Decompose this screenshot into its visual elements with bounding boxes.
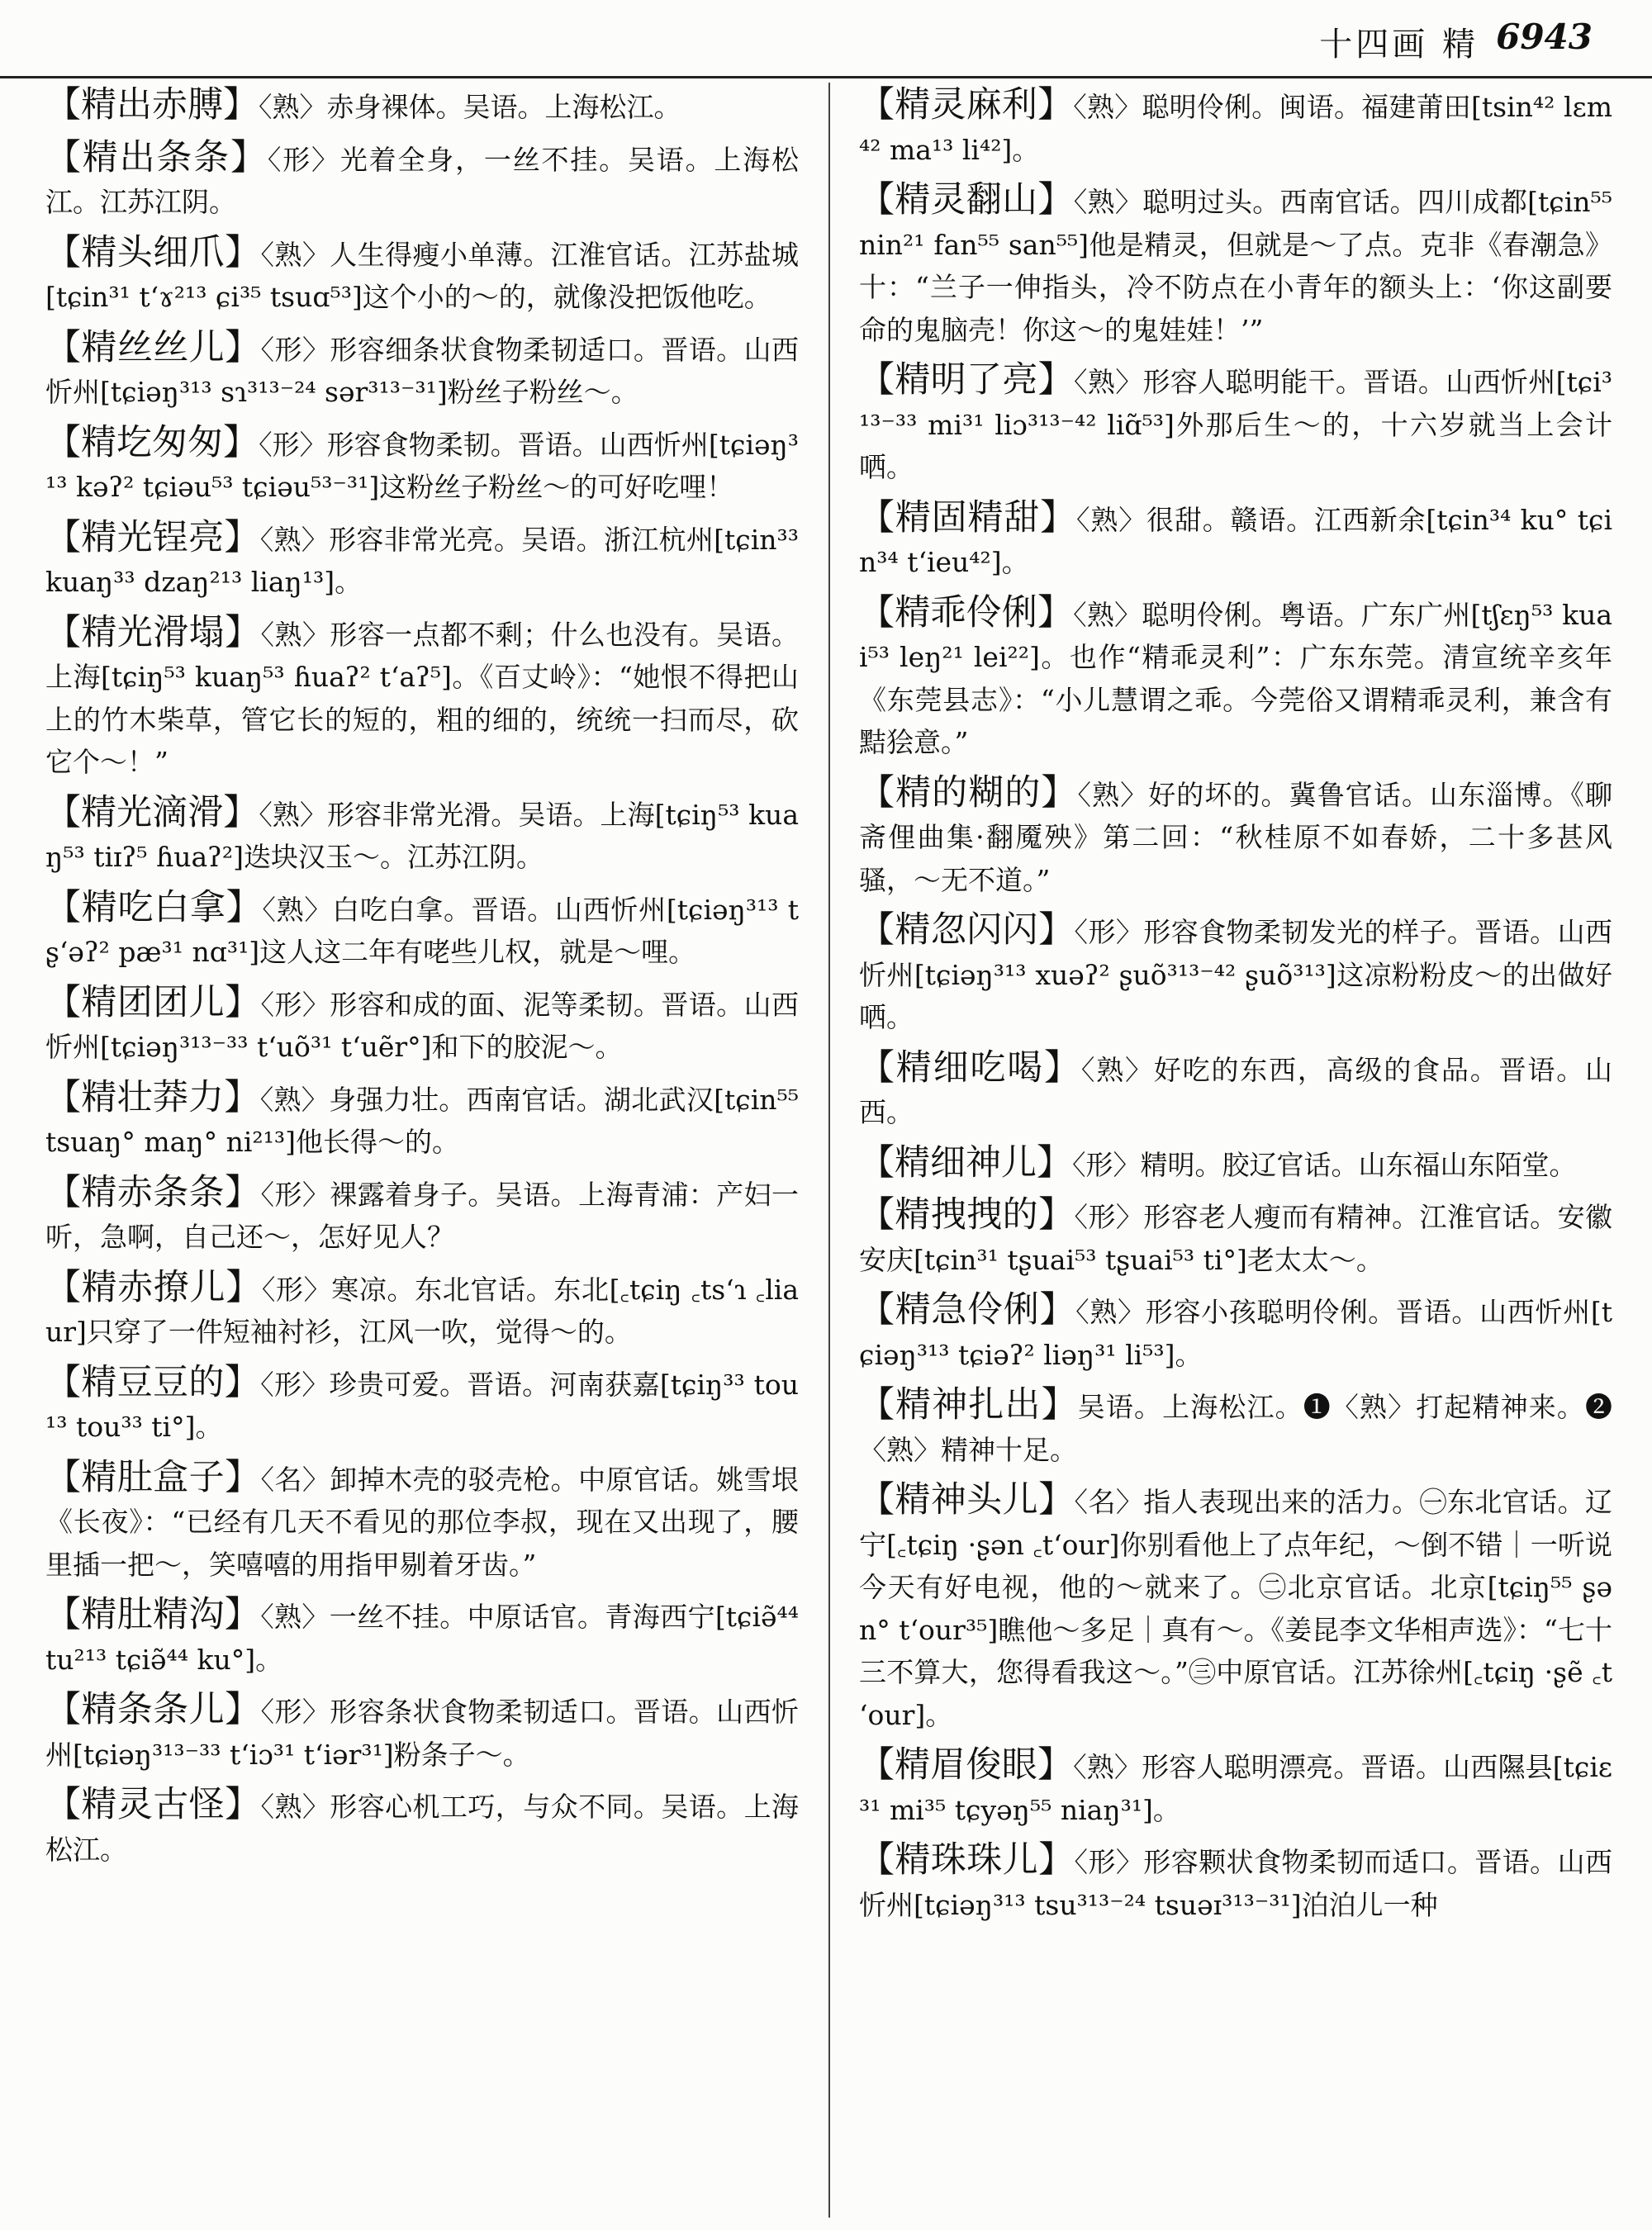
entry-definition: 〈形〉形容和成的面、泥等柔韧。晋语。山西忻州[tɕiəŋ³¹³⁻³³ tʻuõ³¹ tʻuẽr°]和下的胶泥～。 [45, 988, 800, 1063]
entry-headword: 【精珠珠儿】 [859, 1839, 1075, 1881]
entry-headword: 【精赤条条】 [45, 1171, 261, 1213]
entry-definition: 〈形〉裸露着身子。吴语。上海青浦：产妇一听，急啊，自己还～，怎好见人？ [45, 1178, 800, 1253]
dictionary-entry [45, 792, 799, 879]
entry-headword: 【精肚精沟】 [45, 1594, 261, 1635]
entry-headword: 【精光锃亮】 [45, 516, 260, 558]
entry-headword: 【精头细爪】 [45, 231, 261, 273]
entry-headword: 【精光滑塌】 [45, 611, 261, 653]
entry-headword: 【精神扎出】 [859, 1384, 1078, 1426]
entry-headword: 【精丝丝儿】 [45, 326, 261, 368]
entry-headword: 【精的糊的】 [859, 771, 1078, 814]
dictionary-entry [45, 84, 799, 129]
entry-headword: 【精肚盒子】 [45, 1456, 261, 1498]
entry-headword: 【精乖伶俐】 [859, 591, 1074, 633]
dictionary-entry [45, 982, 799, 1069]
entry-definition: 〈形〉光着全身，一丝不挂。吴语。上海松江。江苏江阴。 [45, 143, 799, 218]
entry-definition: 〈熟〉聪明伶俐。闽语。福建莆田[tsin⁴² lɛm⁴² ma¹³ li⁴²]。 [859, 91, 1612, 166]
entry-headword: 【精固精甜】 [859, 496, 1077, 539]
entry-headword: 【精细神儿】 [859, 1141, 1072, 1184]
dictionary-entry [859, 359, 1612, 489]
entry-headword: 【精明了亮】 [859, 359, 1075, 401]
dictionary-entry [859, 1142, 1612, 1187]
right-column [859, 84, 1612, 1934]
entry-definition: 〈熟〉形容人聪明能干。晋语。山西忻州[tɕi³¹³⁻³³ mi³¹ liɔ³¹³⁻⁴² liɑ̃⁵³]外那后生～的，十六岁就当上会计哂。 [859, 366, 1613, 483]
entry-definition: 〈熟〉形容一点都不剩；什么也没有。吴语。上海[tɕiŋ⁵³ kuaŋ⁵³ ɦuaʔ² tʻaʔ⁵]。《百丈岭》：“她恨不得把山上的竹木柴草，管它长的短的，粗的细的，统统一扫而尽，砍它个～！” [45, 618, 800, 778]
dictionary-entry [859, 179, 1612, 351]
entry-headword: 【精条条儿】 [45, 1689, 261, 1730]
dictionary-entry [45, 1267, 799, 1354]
entry-headword: 【精豆豆的】 [45, 1361, 261, 1403]
entry-definition: 〈名〉卸掉木壳的驳壳枪。中原官话。姚雪垠《长夜》：“已经有几天不看见的那位李叔，现在又出现了，腰里插一把～，笑嘻嘻的用指甲剔着牙齿。” [45, 1463, 800, 1581]
entry-headword: 【精神头儿】 [859, 1479, 1075, 1521]
entry-definition: 〈形〉形容食物柔韧发光的样子。晋语。山西忻州[tɕiəŋ³¹³ xuəʔ² ʂuõ³¹³⁻⁴² ʂuõ³¹³]这凉粉粉皮～的出做好哂。 [859, 916, 1613, 1033]
entry-definition: 〈熟〉赤身裸体。吴语。上海松江。 [259, 91, 681, 123]
dictionary-entry [859, 1479, 1612, 1736]
dictionary-entry [859, 1194, 1612, 1281]
entry-headword: 【精圪匆匆】 [45, 421, 259, 463]
dictionary-entry [859, 1744, 1612, 1831]
dictionary-entry [45, 1077, 799, 1164]
entry-definition: 吴语。上海松江。❶〈熟〉打起精神来。❷〈熟〉精神十足。 [859, 1391, 1612, 1466]
dictionary-entry [859, 84, 1612, 171]
entry-definition: 〈熟〉好的坏的。冀鲁官话。山东淄博。《聊斋俚曲集·翻魇殃》第二回：“秋桂原不如春娇，二十多甚风骚，～无不道。” [859, 778, 1613, 896]
entry-headword: 【精急伶俐】 [859, 1289, 1076, 1331]
dictionary-entry [45, 232, 799, 319]
dictionary-entry [859, 1289, 1612, 1376]
entry-definition: 〈形〉珍贵可爱。晋语。河南获嘉[tɕiŋ³³ tou¹³ tou³³ ti°]。 [45, 1368, 799, 1443]
entry-definition: 〈熟〉身强力壮。西南官话。湖北武汉[tɕin⁵⁵ tsuaŋ° maŋ° ni²¹³]他长得～的。 [45, 1083, 800, 1158]
dictionary-entry [45, 137, 799, 224]
page-number: 6943 [1496, 17, 1593, 57]
entry-headword: 【精细吃喝】 [859, 1046, 1081, 1089]
dictionary-entry [45, 517, 799, 604]
entry-definition: 〈形〉形容细条状食物柔韧适口。晋语。山西忻州[tɕiəŋ³¹³ sɿ³¹³⁻²⁴ sər³¹³⁻³¹]粉丝子粉丝～。 [45, 333, 800, 408]
entry-definition: 〈形〉形容老人瘦而有精神。江淮官话。安徽安庆[tɕin³¹ tʂuai⁵³ tʂuai⁵³ ti°]老太太～。 [859, 1201, 1613, 1276]
entry-definition: 〈熟〉聪明伶俐。粤语。广东广州[tʃɛŋ⁵³ kuai⁵³ leŋ²¹ lei²²]。也作“精乖灵利”：广东东莞。清宣统辛亥年《东莞县志》：“小儿慧谓之乖。今莞俗又谓精乖灵利，兼含有黠狯意。” [859, 598, 1612, 758]
entry-definition: 〈形〉寒凉。东北官话。东北[꜀tɕiŋ ꜀tsʻɿ ꜀liaur]只穿了一件短袖衬衫，江风一吹，觉得～的。 [45, 1273, 799, 1348]
entry-definition: 〈熟〉聪明过头。西南官话。四川成都[tɕin⁵⁵ nin²¹ fan⁵⁵ san⁵⁵]他是精灵，但就是～了点。克非《春潮急》十：“兰子一伸指头，冷不防点在小青年的额头上：‘你这副要命的鬼脑壳！你这～的鬼娃娃！’” [859, 186, 1613, 346]
dictionary-entry [45, 327, 799, 414]
entry-headword: 【精出条条】 [45, 136, 268, 178]
dictionary-entry [859, 497, 1612, 584]
entry-headword: 【精忽闪闪】 [859, 909, 1075, 951]
entry-headword: 【精眉俊眼】 [859, 1744, 1074, 1786]
page-header [0, 0, 1652, 78]
entry-headword: 【精灵古怪】 [45, 1784, 261, 1825]
entry-definition: 〈形〉形容条状食物柔韧适口。晋语。山西忻州[tɕiəŋ³¹³⁻³³ tʻiɔ³¹ tʻiər³¹]粉条子～。 [45, 1696, 800, 1771]
dictionary-entry [45, 1594, 799, 1681]
entry-definition: 〈形〉形容颗状食物柔韧而适口。晋语。山西忻州[tɕiəŋ³¹³ tsu³¹³⁻²⁴ tsuəɪ³¹³⁻³¹]泊泊儿一种 [859, 1846, 1613, 1921]
entry-definition: 〈熟〉白吃白拿。晋语。山西忻州[tɕiəŋ³¹³ tʂʻəʔ² pæ³¹ nɑ³¹]这人这二年有咾些儿权，就是～哩。 [45, 893, 799, 968]
dictionary-entry [45, 1689, 799, 1776]
entry-headword: 【精团团儿】 [45, 981, 261, 1023]
dictionary-entry [859, 772, 1612, 902]
entry-definition: 〈熟〉一丝不挂。中原话官。青海西宁[tɕiə̃⁴⁴ tu²¹³ tɕiə̃⁴⁴ ku°]。 [45, 1601, 800, 1676]
entry-headword: 【精出赤膊】 [45, 84, 259, 126]
entry-definition: 〈熟〉好吃的东西，高级的食品。晋语。山西。 [859, 1053, 1612, 1128]
entry-definition: 〈熟〉形容非常光亮。吴语。浙江杭州[tɕin³³ kuaŋ³³ dzaŋ²¹³ liaŋ¹³]。 [45, 523, 800, 598]
entry-headword: 【精光滴滑】 [45, 791, 259, 833]
left-column [45, 84, 799, 1879]
entry-definition: 〈熟〉形容人聪明漂亮。晋语。山西隰县[tɕiɛ³¹ mi³⁵ tɕyəŋ⁵⁵ niaŋ³¹]。 [859, 1751, 1612, 1826]
dictionary-entry [45, 887, 799, 974]
entry-definition: 〈熟〉形容小孩聪明伶俐。晋语。山西忻州[tɕiəŋ³¹³ tɕiəʔ² liəŋ³¹ li⁵³]。 [859, 1296, 1613, 1371]
entry-definition: 〈形〉精明。胶辽官话。山东福山东陌堂。 [1072, 1148, 1577, 1181]
entry-headword: 【精壮莽力】 [45, 1076, 260, 1118]
entry-definition: 〈形〉形容食物柔韧。晋语。山西忻州[tɕiəŋ³¹³ kəʔ² tɕiəu⁵³ tɕiəu⁵³⁻³¹]这粉丝子粉丝～的可好吃哩！ [45, 428, 800, 503]
section-heading: 十四画 精 [1319, 26, 1479, 64]
dictionary-entry [859, 1384, 1612, 1471]
entry-headword: 【精吃白拿】 [45, 886, 263, 928]
dictionary-entry [45, 1362, 799, 1449]
dictionary-entry [859, 1047, 1612, 1134]
dictionary-entry [45, 612, 799, 784]
entry-definition: 〈熟〉很甜。赣语。江西新余[tɕin³⁴ ku° tɕin³⁴ tʻieu⁴²]。 [859, 503, 1612, 578]
entry-headword: 【精拽拽的】 [859, 1194, 1075, 1236]
entry-definition: 〈熟〉形容心机工巧，与众不同。吴语。上海松江。 [45, 1791, 800, 1866]
column-divider [828, 83, 830, 2218]
entry-headword: 【精灵麻利】 [859, 84, 1074, 126]
dictionary-entry [859, 592, 1612, 764]
entry-definition: 〈熟〉人生得瘦小单薄。江淮官话。江苏盐城[tɕin³¹ tʻɤ²¹³ ɕi³⁵ tsuɑ⁵³]这个小的～的，就像没把饭他吃。 [45, 238, 800, 313]
dictionary-entry [859, 1839, 1612, 1926]
entry-headword: 【精灵翻山】 [859, 179, 1074, 221]
entry-definition: 〈熟〉形容非常光滑。吴语。上海[tɕiŋ⁵³ kuaŋ⁵³ tiɪʔ⁵ ɦuaʔ²]迭块汉玉～。江苏江阴。 [45, 798, 799, 873]
entry-definition: 〈名〉指人表现出来的活力。㊀东北官话。辽宁[꜀tɕiŋ ·ʂən ꜀tʻour]你别看他上了点年纪，～倒不错｜一听说今天有好电视，他的～就来了。㊁北京官话。北京[tɕiŋ⁵⁵ ʂən° tʻour³⁵]瞧他～多足｜真有～。《姜昆李文华相声选》：“七十三不算大，您得看我这～。”㊂中原官话。江苏徐州[꜀tɕiŋ ·ʂẽ ꜀tʻour]。 [859, 1486, 1613, 1731]
dictionary-entry [45, 1784, 799, 1871]
dictionary-entry [45, 422, 799, 509]
dictionary-entry [45, 1172, 799, 1259]
dictionary-entry [859, 909, 1612, 1039]
dictionary-entry [45, 1457, 799, 1587]
entry-headword: 【精赤撩儿】 [45, 1266, 262, 1308]
